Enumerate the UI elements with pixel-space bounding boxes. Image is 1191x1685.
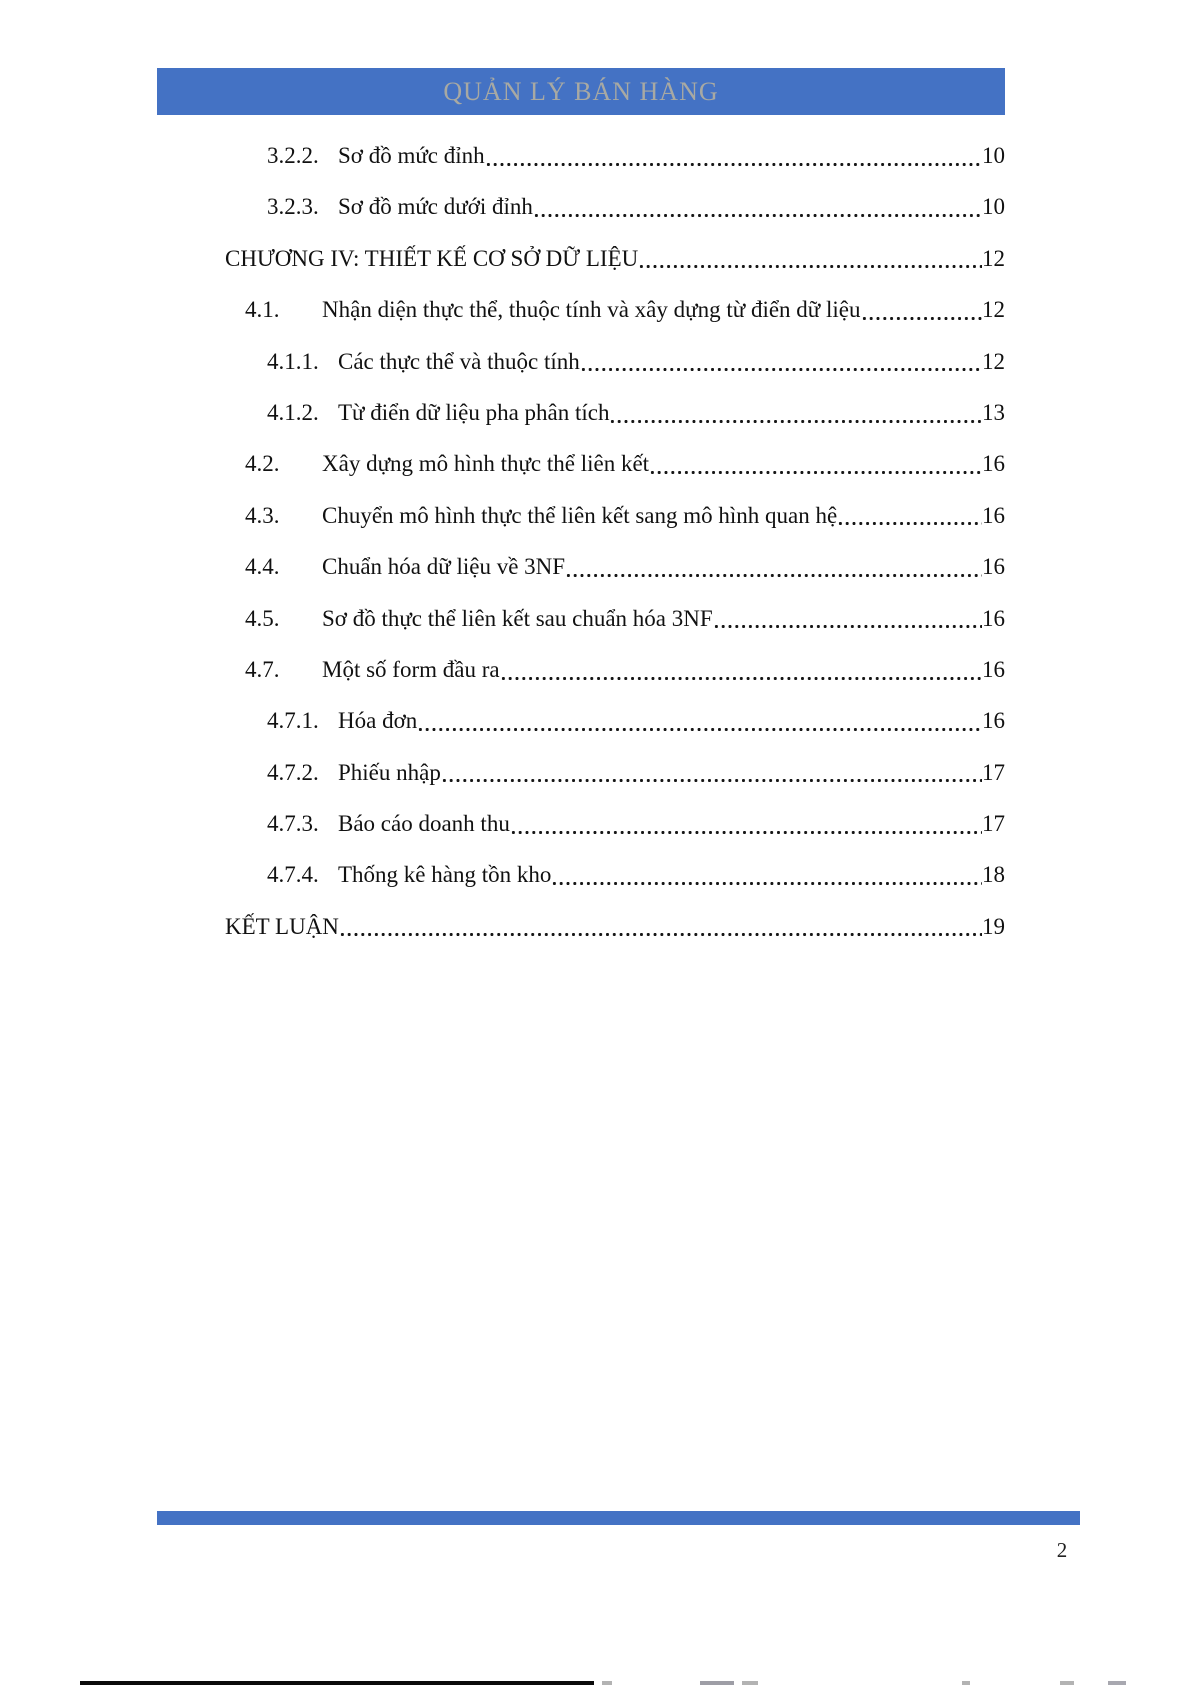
toc-entry-dot-leader: [713, 593, 982, 644]
toc-entry-number: 4.7.2.: [267, 759, 319, 785]
toc-entry-title: CHƯƠNG IV: THIẾT KẾ CƠ SỞ DỮ LIỆU: [225, 245, 639, 271]
toc-entry[interactable]: [157, 336, 1005, 387]
toc-entry-page-number: 18: [982, 862, 1005, 888]
toc-entry-number: 4.5.: [245, 605, 280, 631]
toc-entry-dot-leader: [649, 438, 982, 489]
toc-entry-dot-leader: [837, 490, 982, 541]
toc-entry-page-number: 12: [982, 297, 1005, 323]
footer-page-number: 2: [1056, 1538, 1068, 1562]
toc-entry-title: Các thực thể và thuộc tính: [338, 348, 580, 374]
page-edge-artifact: [700, 1681, 734, 1685]
toc-entry-page-number: 16: [982, 605, 1005, 631]
toc-entry-dot-leader: [441, 747, 982, 798]
toc-entry-number: 4.2.: [245, 451, 280, 477]
toc-entry[interactable]: [157, 490, 1005, 541]
page-edge-artifact: [80, 1681, 594, 1685]
toc-entry-page-number: 16: [982, 708, 1005, 734]
toc-entry-title: Sơ đồ mức dưới đỉnh: [338, 194, 533, 220]
toc-entry-page-number: 16: [982, 451, 1005, 477]
toc-entry-dot-leader: [551, 849, 982, 900]
toc-entry[interactable]: [157, 593, 1005, 644]
toc-entry-title: Từ điển dữ liệu pha phân tích: [338, 399, 610, 425]
toc-entry-title: Sơ đồ mức đỉnh: [338, 143, 485, 168]
toc-entry-title: Một số form đầu ra: [322, 656, 500, 682]
toc-entry-number: 4.3.: [245, 502, 280, 528]
toc-entry-title: Xây dựng mô hình thực thể liên kết: [322, 451, 650, 477]
toc-entry-page-number: 16: [982, 502, 1005, 528]
toc-entry-title: Báo cáo doanh thu: [338, 811, 510, 837]
toc-entry[interactable]: [157, 438, 1005, 489]
toc-entry-dot-leader: [533, 181, 982, 232]
page-edge-artifact: [1108, 1681, 1126, 1685]
toc-entry-title: Thống kê hàng tồn kho: [338, 862, 552, 888]
toc-entry-number: 4.1.: [245, 297, 280, 323]
toc-entry[interactable]: [157, 849, 1005, 900]
toc-entry-dot-leader: [638, 233, 982, 284]
toc-entry-title: Sơ đồ thực thể liên kết sau chuẩn hóa 3NF: [322, 605, 713, 631]
toc-entry-number: 4.1.1.: [267, 348, 319, 374]
toc-entry[interactable]: [157, 284, 1005, 335]
toc-entry[interactable]: [157, 387, 1005, 438]
toc-entry-title: Hóa đơn: [338, 708, 418, 734]
toc-entry-dot-leader: [339, 901, 982, 952]
toc-entry-page-number: 16: [982, 656, 1005, 682]
toc-entry-title: Chuyển mô hình thực thể liên kết sang mô hình quan hệ: [322, 502, 838, 528]
page-edge-artifact: [742, 1681, 758, 1685]
toc-entry-page-number: 19: [982, 913, 1005, 939]
toc-entry-dot-leader: [485, 130, 982, 181]
toc-entry-number: 4.4.: [245, 554, 280, 580]
toc-entry-number: 4.7.4.: [267, 862, 319, 888]
toc-list: [157, 130, 1005, 952]
toc-entry-number: 4.7.1.: [267, 708, 319, 734]
toc-entry-number: 4.7.3.: [267, 811, 319, 837]
toc-entry-page-number: 12: [982, 245, 1005, 271]
toc-entry[interactable]: [157, 130, 1005, 181]
page-edge-artifact: [1060, 1681, 1074, 1685]
toc-entry-dot-leader: [417, 695, 982, 746]
toc-entry-dot-leader: [861, 284, 982, 335]
toc-entry-number: 4.1.2.: [267, 399, 319, 425]
toc-entry-dot-leader: [580, 336, 982, 387]
toc-entry[interactable]: [157, 541, 1005, 592]
toc-entry-dot-leader: [510, 798, 982, 849]
toc-entry-dot-leader: [500, 644, 982, 695]
toc-entry-page-number: 10: [982, 194, 1005, 220]
toc-entry[interactable]: [157, 901, 1005, 952]
toc-entry-page-number: 12: [982, 348, 1005, 374]
toc-entry-title: KẾT LUẬN: [225, 913, 339, 939]
toc-entry-title: Nhận diện thực thể, thuộc tính và xây dựng từ điển dữ liệu: [322, 297, 861, 323]
header-bar: [157, 68, 1005, 115]
toc-entry-page-number: 17: [982, 811, 1005, 837]
toc-entry-title: Phiếu nhập: [338, 759, 441, 785]
toc-entry-number: 3.2.3.: [267, 194, 319, 220]
footer-rule: [157, 1511, 1080, 1525]
toc-entry-number: 3.2.2.: [267, 143, 319, 168]
toc-entry-dot-leader: [609, 387, 982, 438]
toc-entry-page-number: 17: [982, 759, 1005, 785]
toc-entry[interactable]: [157, 798, 1005, 849]
toc-entry-dot-leader: [565, 541, 982, 592]
document-title: QUẢN LÝ BÁN HÀNG: [443, 76, 719, 106]
toc-entry-title: Chuẩn hóa dữ liệu về 3NF: [322, 554, 566, 580]
toc-entry[interactable]: [157, 747, 1005, 798]
page-edge-artifact: [602, 1681, 612, 1685]
toc-entry[interactable]: [157, 233, 1005, 284]
page-edge-artifact: [962, 1681, 970, 1685]
toc-entry[interactable]: [157, 695, 1005, 746]
toc-entry-page-number: 16: [982, 554, 1005, 580]
toc-entry[interactable]: [157, 181, 1005, 232]
toc-entry-number: 4.7.: [245, 656, 280, 682]
toc-entry-page-number: 13: [982, 399, 1005, 425]
toc-entry-page-number: 10: [982, 143, 1005, 168]
toc-entry[interactable]: [157, 644, 1005, 695]
